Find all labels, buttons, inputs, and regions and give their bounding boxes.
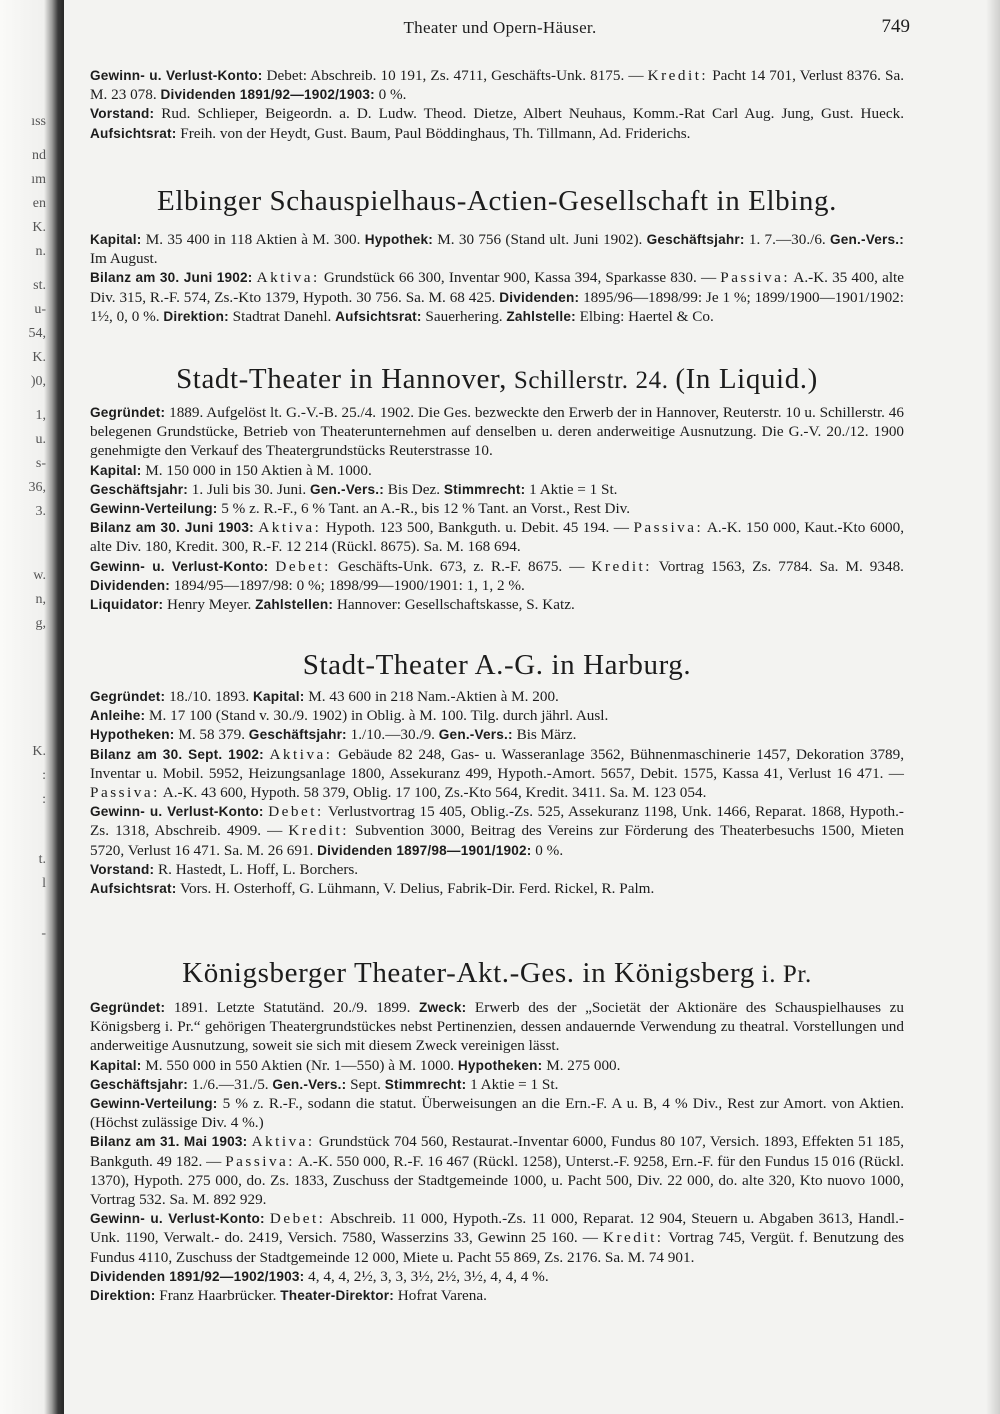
- entry-koenigsberg: [90, 956, 904, 1305]
- entry-harburg: [90, 648, 904, 898]
- margin-fragment: 3.: [35, 504, 46, 519]
- entry-heading: Elbinger Schauspielhaus-Actien-Gesellschaft in Elbing.: [157, 185, 837, 217]
- entry-hannover: [90, 362, 904, 614]
- margin-fragment: u-: [34, 302, 46, 317]
- margin-fragment: K.: [32, 744, 46, 759]
- margin-fragment: st.: [33, 278, 46, 293]
- entry-elbing: [90, 184, 904, 326]
- entry-heading: Stadt-Theater A.-G. in Harburg.: [302, 649, 692, 681]
- margin-fragment: l: [42, 876, 46, 891]
- entry-continuation: [90, 66, 904, 143]
- margin-fragment: t.: [38, 852, 46, 867]
- entry-body: Gewinn- u. Verlust-Konto: Debet: Abschreib. 10 191, Zs. 4711, Geschäfts-Unk. 8175. — Kredit: Pacht 14 701, Verlust 8376. Sa. M. 23 078. Dividenden 1891/92—1902/1903: 0 %. Vorstand: Rud. Schlieper, Beigeordn. a. D. Ludw. Theod. Dietze, Albert Neuhaus, Komm.-Rat Carl Aug. Jung, Gust. Hueck. Aufsichtsrat: Freih. von der Heydt, Gust. Baum, Paul Böddinghaus, Th. Tillmann, Ad. Friderichs.: [90, 67, 904, 142]
- margin-fragment: g,: [35, 616, 46, 631]
- margin-fragment: K.: [32, 220, 46, 235]
- margin-fragment: 36,: [28, 480, 46, 495]
- margin-fragment: u.: [35, 432, 46, 447]
- margin-fragment: n,: [35, 592, 46, 607]
- margin-fragment: n.: [35, 244, 46, 259]
- margin-fragment: K.: [32, 350, 46, 365]
- running-title: Theater und Opern-Häuser.: [403, 18, 597, 37]
- entry-body: Gegründet: 1891. Letzte Statutänd. 20./9. 1899. Zweck: Erwerb des der „Societät der Aktionäre des Schauspielhauses zu Königsberg i. Pr.“ gehörigen Theatergrundstückes nebst Pertinenzien, dessen andauernde Verwendung zu theatral. Vorstellungen und anderweitige Ausnutzung, soweit sie sich mit diesem Zweck vereinigen lässt. Kapital: M. 550 000 in 550 Aktien (Nr. 1—550) à M. 1000. Hypotheken: M. 275 000. Geschäftsjahr: 1./6.—31./5. Gen.-Vers.: Sept. Stimmrecht: 1 Aktie = 1 St. Gewinn-Verteilung: 5 % z. R.-F., sodann die statut. Überweisungen an die Ern.-F. A u. B, 4 % Div., Rest zur Amort. von Aktien. (Höchst zulässige Div. 4 %.) Bilanz am 31. Mai 1903: Aktiva: Grundstück 704 560, Restaurat.-Inventar 6000, Fundus 80 107, Versich. 1893, Effekten 51 185, Bankguth. 49 182. — Passiva: A.-K. 550 000, R.-F. 16 467 (Rückl. 1258), Unterst.-F. 9258, Ern.-F. für den Fundus 15 016 (Rückl. 1370), Hypoth. 275 000, do. Zs. 1833, Zuschuss der Stadtgemeinde 1000, u. Pacht 500, Div. 22 000, do. alte 320, Kto nuovo 1000, Vortrag 532. Sa. M. 892 929. Gewinn- u. Verlust-Konto: Debet: Abschreib. 11 000, Hypoth.-Zs. 11 000, Reparat. 12 904, Steuern u. Abgaben 3613, Handl.-Unk. 1190, Verwalt.- do. 2419, Versich. 7580, Wasserzins 33, Gewinn 25 160. — Kredit: Vortrag 745, Vergüt. f. Benutzung des Fundus 4110, Zuschuss der Stadtgemeinde 12 000, Miete u. Pacht 55 869, Zs. 2176. Sa. M. 74 901. Dividenden 1891/92—1902/1903: 4, 4, 4, 2½, 3, 3, 3½, 2½, 3½, 4, 4, 4 %. Direktion: Franz Haarbrücker. Theater-Direktor: Hofrat Varena.: [90, 999, 905, 1305]
- margin-fragment: w.: [33, 568, 46, 583]
- margin-fragment: :: [42, 792, 46, 807]
- margin-fragment: :: [42, 768, 46, 783]
- running-header: [90, 14, 910, 44]
- entry-heading: Stadt-Theater in Hannover, Schillerstr. 24. (In Liquid.): [176, 363, 818, 395]
- margin-fragment: )0,: [30, 374, 46, 389]
- margin-fragment: en: [32, 196, 46, 211]
- entry-body: Gegründet: 1889. Aufgelöst lt. G.-V.-B. 25./4. 1902. Die Ges. bezweckte den Erwerb der in Hannover, Reuterstr. 10 u. Schillerstr. 46 belegenen Grundstücke, Betrieb von Theaterunternehmen auf denselben u. deren anderweitige Ausnutzung. Die G.-V. 20./12. 1900 genehmigte den Verkauf des Theatergrundstücks Reuterstrasse 10. Kapital: M. 150 000 in 150 Aktien à M. 1000. Geschäftsjahr: 1. Juli bis 30. Juni. Gen.-Vers.: Bis Dez. Stimmrecht: 1 Aktie = 1 St. Gewinn-Verteilung: 5 % z. R.-F., 6 % Tant. an A.-R., bis 12 % Tant. an Vorst., Rest Div. Bilanz am 30. Juni 1903: Aktiva: Hypoth. 123 500, Bankguth. u. Debit. 45 194. — Passiva: A.-K. 150 000, Kaut.-Kto 6000, alte Div. 180, Kredit. 300, R.-F. 12 214 (Rückl. 8675). Sa. M. 168 694. Gewinn- u. Verlust-Konto: Debet: Geschäfts-Unk. 673, z. R.-F. 8675. — Kredit: Vortrag 1563, Zs. 7784. Sa. M. 9348. Dividenden: 1894/95—1897/98: 0 %; 1898/99—1900/1901: 1, 1, 2 %. Liquidator: Henry Meyer. Zahlstellen: Hannover: Gesellschaftskasse, S. Katz.: [90, 404, 904, 614]
- margin-fragment: ıss: [31, 114, 46, 129]
- entry-heading: Königsberger Theater-Akt.-Ges. in Königsberg i. Pr.: [182, 957, 812, 989]
- margin-fragment: s-: [35, 456, 46, 471]
- margin-fragment: ım: [31, 172, 46, 187]
- margin-bleed-text-lower: [0, 740, 46, 946]
- margin-fragment: 54,: [28, 326, 46, 341]
- margin-fragment: 1,: [35, 408, 46, 423]
- entry-body: Kapital: M. 35 400 in 118 Aktien à M. 300. Hypothek: M. 30 756 (Stand ult. Juni 1902). Geschäftsjahr: 1. 7.—30./6. Gen.-Vers.: Im August. Bilanz am 30. Juni 1902: Aktiva: Grundstück 66 300, Inventar 900, Kassa 394, Sparkasse 830. — Passiva: A.-K. 35 400, alte Div. 315, R.-F. 574, Zs.-Kto 1379, Hypoth. 30 756. Sa. M. 68 425. Dividenden: 1895/96—1898/99: Je 1 %; 1899/1900—1901/1902: 1½, 0, 0 %. Direktion: Stadtrat Danehl. Aufsichtsrat: Sauerhering. Zahlstelle: Elbing: Haertel & Co.: [90, 231, 905, 325]
- entry-body: Gegründet: 18./10. 1893. Kapital: M. 43 600 in 218 Nam.-Aktien à M. 200. Anleihe: M. 17 100 (Stand v. 30./9. 1902) in Oblig. à M. 100. Tilg. durch jährl. Ausl. Hypotheken: M. 58 379. Geschäftsjahr: 1./10.—30./9. Gen.-Vers.: Bis März. Bilanz am 30. Sept. 1902: Aktiva: Gebäude 82 248, Gas- u. Wasseranlage 3562, Bühnenmaschinerie 1457, Dekoration 3789, Inventar u. Mobil. 5952, Heizungsanlage 1800, Assekuranz 499, Hypoth.-Amort. 5657, Debit. 1575, Kassa 41, Verlust 16 471. — Passiva: A.-K. 43 600, Hypoth. 58 379, Oblig. 17 100, Zs.-Kto 564, Kredit. 3411. Sa. M. 123 054. Gewinn- u. Verlust-Konto: Debet: Verlustvortrag 15 405, Oblig.-Zs. 525, Assekuranz 1198, Unk. 1466, Reparat. 1868, Hypoth.-Zs. 1318, Abschreib. 4909. — Kredit: Subvention 3000, Beitrag des Vereins zur Förderung des Theaterbesuchs 1500, Mieten 5720, Verlust 16 471. Sa. M. 26 691. Dividenden 1897/98—1901/1902: 0 %. Vorstand: R. Hastedt, L. Hoff, L. Borchers. Aufsichtsrat: Vors. H. Osterhoff, G. Lühmann, V. Delius, Fabrik-Dir. Ferd. Rickel, R. Palm.: [90, 688, 905, 898]
- page-number: 749: [881, 16, 910, 37]
- page-edge: [986, 0, 1000, 1414]
- margin-fragment: nd: [32, 148, 46, 163]
- margin-bleed-text: [0, 0, 46, 631]
- margin-fragment: -: [41, 926, 46, 941]
